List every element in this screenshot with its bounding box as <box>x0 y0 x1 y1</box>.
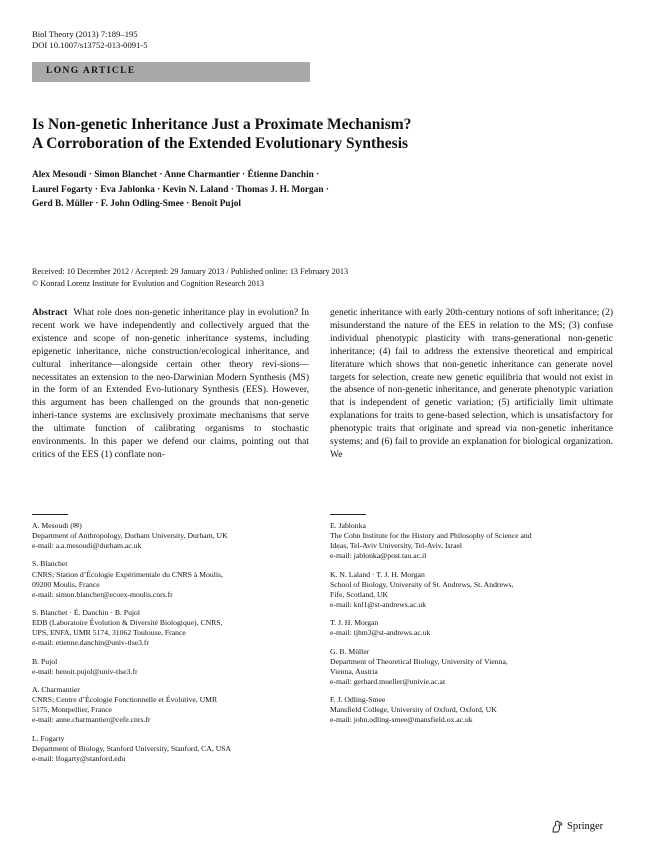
affiliation-address-line: Fife, Scotland, UK <box>330 589 389 599</box>
publisher-name: Springer <box>567 821 604 832</box>
author-line: Laurel Fogarty · Eva Jablonka · Kevin N. Laland · Thomas J. H. Morgan · <box>32 184 329 195</box>
affiliation-email[interactable]: e-mail: jablonka@post.tau.ac.il <box>330 551 427 561</box>
affiliation-block <box>32 521 307 551</box>
copyright-line: © Konrad Lorenz Institute for Evolution and Cognition Research 2013 <box>32 278 265 288</box>
springer-horse-icon <box>551 820 564 833</box>
author-list <box>32 168 592 212</box>
affiliation-address-line: School of Biology, University of St. Andrews, St. Andrews, <box>330 579 514 589</box>
abstract-right-column <box>330 307 613 462</box>
article-type-label: LONG ARTICLE <box>46 66 136 76</box>
article-title <box>32 115 612 153</box>
affiliation-author: A. Charmantier <box>32 684 80 694</box>
title-line: Is Non-genetic Inheritance Just a Proximate Mechanism? <box>32 116 412 133</box>
publication-dates <box>32 266 348 289</box>
affiliation-address-line: Department of Anthropology, Durham University, Durham, UK <box>32 531 228 541</box>
affiliation-author: G. B. Müller <box>330 646 370 656</box>
affiliation-email[interactable]: e-mail: knl1@st-andrews.ac.uk <box>330 599 427 609</box>
affiliation-block <box>330 570 613 610</box>
affiliation-email[interactable]: e-mail: a.a.mesoudi@durham.ac.uk <box>32 541 142 551</box>
affiliation-address-line: 5175, Montpellier, France <box>32 705 112 715</box>
affiliation-address-line: UPS, ENFA, UMR 5174, 31062 Toulouse, France <box>32 628 186 638</box>
author-line: Gerd B. Müller · F. John Odling-Smee · Benoît Pujol <box>32 199 241 209</box>
abstract-label: Abstract <box>32 308 68 318</box>
affiliation-author: E. Jablonka <box>330 521 366 530</box>
affiliation-address-line: 09200 Moulis, France <box>32 579 100 589</box>
publisher-logo <box>551 820 603 833</box>
affiliation-email[interactable]: e-mail: etienne.danchin@univ-tlse3.fr <box>32 638 150 648</box>
affiliation-block <box>330 521 613 561</box>
affiliation-email[interactable]: e-mail: benoit.pujol@univ-tlse3.fr <box>32 666 138 676</box>
affiliation-address-line: The Cohn Institute for the History and Philosophy of Science and <box>330 531 532 541</box>
footnote-rule-right <box>330 514 366 515</box>
affiliation-email[interactable]: e-mail: simon.blanchet@ecoex-moulis.cnrs.fr <box>32 589 173 599</box>
affiliation-author: T. J. H. Morgan <box>330 618 379 628</box>
footnote-rule-left <box>32 514 68 515</box>
affiliation-email[interactable]: e-mail: gerhard.mueller@univie.ac.at <box>330 676 446 686</box>
abstract-text-left: What role does non-genetic inheritance play in evolution? In recent work we have independently and collectively argued that the existence and scope of non-genetic inheritance systems, including epigenetic inheritance, niche construction/ecological inheritance, and cultural inheritance—alongside certain other theory revi-sions—necessitates an extension to the neo-Darwinian Modern Synthesis (MS) in the form of an Extended Evo-lutionary Synthesis (EES). However, this argument has been challenged on the grounds that non-genetic inheri-tance systems are exclusively proximate mechanisms that serve the ultimate function of calibrating organisms to stochastic environments. In this paper we defend our claims, pointing out that critics of the EES (1) conflate non- <box>32 308 309 460</box>
affiliation-author: S. Blanchet <box>32 559 68 569</box>
affiliation-block <box>32 559 307 599</box>
affiliation-address-line: CNRS; Centre d’Écologie Fonctionnelle et Évolutive, UMR <box>32 695 218 705</box>
affiliation-block <box>32 734 307 764</box>
affiliation-email[interactable]: e-mail: lfogarty@stanford.edu <box>32 753 126 763</box>
affiliation-email[interactable]: e-mail: tjhm3@st-andrews.ac.uk <box>330 628 431 638</box>
affiliation-address-line: Department of Theoretical Biology, University of Vienna, <box>330 656 508 666</box>
abstract-text-right: genetic inheritance with early 20th-century notions of soft inheritance; (2) misunderstand the nature of the EES in relation to the MS; (3) confuse individual phenotypic plasticity with trans-generational non-genetic inheritance; (4) fail to address the extensive theoretical and empirical literature which shows that non-genetic inheritance can generate novel targets for selection, create new genetic equilibria that would not exist in the absence of non-genetic inheritance, and generate phenotypic variation that is independent of genetic variation; (5) artificially limit ultimate explanations for traits to gene-based selection, which is unsatisfactory for phenotypic traits that originate and spread via non-genetic inheritance systems; and (6) fail to provide an explanation for biological organization. We <box>330 308 613 460</box>
journal-doi: DOI 10.1007/s13752-013-0091-5 <box>32 40 148 50</box>
title-line: A Corroboration of the Extended Evolutionary Synthesis <box>32 135 409 152</box>
affiliation-author: F. J. Odling-Smee <box>330 695 386 705</box>
affiliation-block <box>32 685 307 725</box>
affiliation-author: B. Pujol <box>32 656 58 666</box>
affiliation-block <box>32 608 307 648</box>
affiliation-email[interactable]: e-mail: john.odling-smee@mansfield.ox.ac.uk <box>330 715 473 725</box>
affiliation-address-line: Department of Biology, Stanford University, Stanford, CA, USA <box>32 743 232 753</box>
affiliation-block <box>32 657 307 677</box>
affiliation-email[interactable]: e-mail: anne.charmantier@cefe.cnrs.fr <box>32 715 151 725</box>
affiliation-author: K. N. Laland · T. J. H. Morgan <box>330 569 425 579</box>
affiliation-address-line: Vienna, Austria <box>330 666 378 676</box>
affiliation-author: L. Fogarty <box>32 733 65 743</box>
affiliation-block <box>330 647 613 687</box>
journal-meta <box>32 29 148 51</box>
affiliation-address-line: EDB (Laboratoire Évolution & Diversité Biologique), CNRS, <box>32 618 223 628</box>
received-accepted-dates: Received: 10 December 2012 / Accepted: 29 January 2013 / Published online: 13 February 2013 <box>32 267 349 276</box>
affiliation-author: S. Blanchet · É. Danchin · B. Pujol <box>32 608 141 618</box>
affiliations-right <box>330 521 613 734</box>
affiliation-address-line: CNRS; Station d’Écologie Expérimentale du CNRS à Moulis, <box>32 569 223 579</box>
affiliation-block <box>330 695 613 725</box>
affiliations-left <box>32 521 307 772</box>
abstract-left-column <box>32 307 309 462</box>
affiliation-block <box>330 618 613 638</box>
article-type-banner <box>32 62 310 82</box>
journal-citation: Biol Theory (2013) 7:189–195 <box>32 29 138 39</box>
author-line: Alex Mesoudi · Simon Blanchet · Anne Charmantier · Étienne Danchin · <box>32 170 320 180</box>
affiliation-author: A. Mesoudi (✉) <box>32 521 82 530</box>
affiliation-address-line: Mansfield College, University of Oxford, Oxford, UK <box>330 705 497 715</box>
affiliation-address-line: Ideas, Tel-Aviv University, Tel-Aviv, Israel <box>330 541 463 551</box>
